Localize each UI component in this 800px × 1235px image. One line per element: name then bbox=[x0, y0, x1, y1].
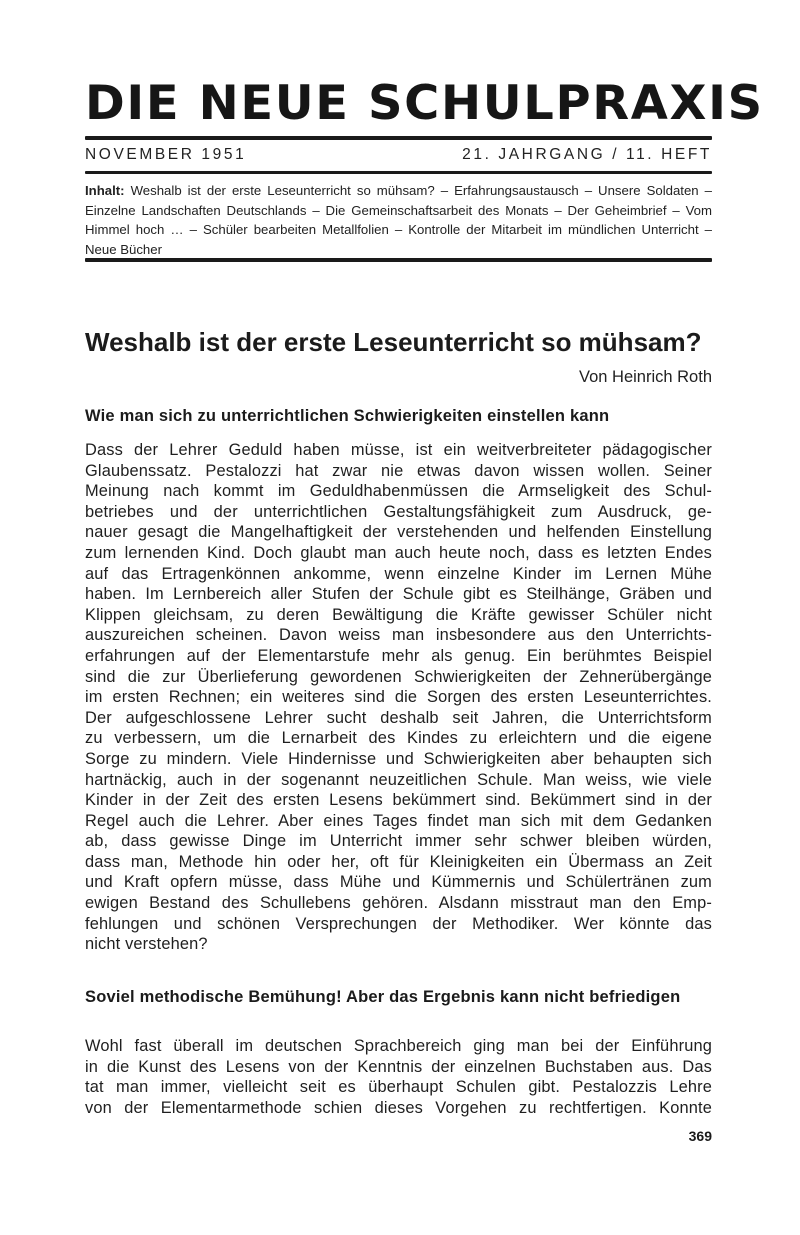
text-line: im ersten Rechnen; ein weiteres sind die Sorgen des ersten Leseunterrichtes. bbox=[85, 688, 712, 707]
text-line: Regel auch die Lehrer. Aber eines Tages findet man sich mit dem Gedanken bbox=[85, 811, 712, 830]
text-line: nicht verstehen? bbox=[85, 935, 208, 954]
text-line: ewigen Bestand des Schullebens gehören. Alsdann misstraut man den Emp- bbox=[85, 894, 712, 913]
toc-rule bbox=[85, 258, 712, 262]
article-author: Von Heinrich Roth bbox=[579, 368, 712, 386]
text-line: Klippen gleichsam, zu deren Bewältigung die Kräfte gewisser Schüler nicht bbox=[85, 605, 712, 624]
text-line: von der Elementarmethode schien dieses Vorgehen zu rechtfertigen. Konnte bbox=[85, 1098, 712, 1117]
text-line: zu verbessern, um die Lernarbeit des Kindes zu erleichtern und die eigene bbox=[85, 729, 712, 748]
page-number: 369 bbox=[688, 1128, 712, 1144]
text-line: in die Kunst des Lesens von der Kenntnis der einzelnen Buchstaben aus. Das bbox=[85, 1057, 712, 1076]
text-line: Dass der Lehrer Geduld haben müsse, ist ein weitverbreiteter pädagogischer bbox=[85, 441, 712, 459]
text-line: Kinder in der Zeit des ersten Lesens bekümmert sind. Bekümmert sind in der bbox=[85, 791, 712, 810]
text-line: auf das Ertragenkönnen ankomme, wenn einzelne Kinder im Lernen Mühe bbox=[85, 564, 712, 583]
table-of-contents bbox=[85, 181, 712, 259]
text-line: zum lernenden Kind. Doch glaubt man auch heute noch, dass es letzten Endes bbox=[85, 543, 712, 562]
text-line: fehlungen und schönen Versprechungen der Methodiker. Wer könnte das bbox=[85, 914, 712, 933]
toc-text: Weshalb ist der erste Leseunterricht so mühsam? – Erfahrungsaustausch – Unsere Soldaten – Einzelne Landschaften Deutschlands – Die Gemeinschaftsarbeit des Monats – Der Geheimbrief – Vom Himmel hoch … – Schüler bearbeiten Metallfolien – Kontrolle der Mitarbeit im mündlichen Unterricht – Neue Bücher bbox=[85, 183, 712, 257]
text-line: und Kraft opfern müsse, dass Mühe und Kümmernis und Schülertränen zum bbox=[85, 873, 712, 892]
issue-number: 21. JAHRGANG / 11. HEFT bbox=[462, 146, 712, 163]
text-line: Meinung nach kommt im Geduldhabenmüssen die Armseligkeit des Schul- bbox=[85, 482, 712, 501]
dateline bbox=[85, 146, 712, 164]
masthead-rule-top bbox=[85, 136, 712, 140]
section-heading-1: Wie man sich zu unterrichtlichen Schwierigkeiten einstellen kann bbox=[85, 407, 610, 425]
text-line: tat man immer, vielleicht seit es überhaupt Schulen gibt. Pestalozzis Lehre bbox=[85, 1078, 712, 1097]
text-line: haben. Im Lernbereich aller Stufen der Schule gibt es Steilhänge, Gräben und bbox=[85, 585, 712, 604]
toc-label: Inhalt: bbox=[85, 183, 125, 198]
text-line: auszureichen scheinen. Davon weiss man insbesondere aus den Unterrichts- bbox=[85, 626, 712, 645]
masthead-rule-bottom bbox=[85, 171, 712, 174]
section-heading-2: Soviel methodische Bemühung! Aber das Ergebnis kann nicht befriedigen bbox=[85, 988, 681, 1006]
text-line: Wohl fast überall im deutschen Sprachbereich ging man bei der Einführung bbox=[85, 1037, 712, 1055]
section-body-2 bbox=[85, 1036, 712, 1118]
section-body-1 bbox=[85, 440, 712, 955]
text-line: Sorge zu mindern. Viele Hindernisse und Schwierigkeiten aber behaupten sich bbox=[85, 749, 712, 768]
text-line: dass man, Methode hin oder her, oft für Kleinigkeiten ein Übermass an Zeit bbox=[85, 852, 712, 871]
text-line: Glaubenssatz. Pestalozzi hat zwar nie etwas davon wissen wollen. Seiner bbox=[85, 461, 712, 480]
text-line: hartnäckig, auch in der sogenannt neuzeitlichen Schule. Man weiss, wie viele bbox=[85, 770, 712, 789]
magazine-title: DIE NEUE SCHULPRAXIS bbox=[85, 76, 764, 131]
text-line: erfahrungen auf der Elementarstufe mehr als genug. Ein berühmtes Beispiel bbox=[85, 646, 712, 665]
text-line: sind die zur Überlieferung gewordenen Schwierigkeiten der Zehnerübergänge bbox=[85, 667, 712, 686]
issue-date: NOVEMBER 1951 bbox=[85, 146, 247, 163]
article-title: Weshalb ist der erste Leseunterricht so mühsam? bbox=[85, 327, 702, 357]
text-line: nauer gesagt die Mangelhaftigkeit der verstehenden und helfenden Einstellung bbox=[85, 523, 712, 542]
text-line: betriebes und der unterrichtlichen Gestaltungsfähigkeit zum Ausdruck, ge- bbox=[85, 502, 712, 521]
text-line: ab, dass gewisse Dinge im Unterricht immer sehr schwer bleiben würden, bbox=[85, 832, 712, 851]
text-line: Der aufgeschlossene Lehrer sucht deshalb seit Jahren, die Unterrichtsform bbox=[85, 708, 712, 727]
